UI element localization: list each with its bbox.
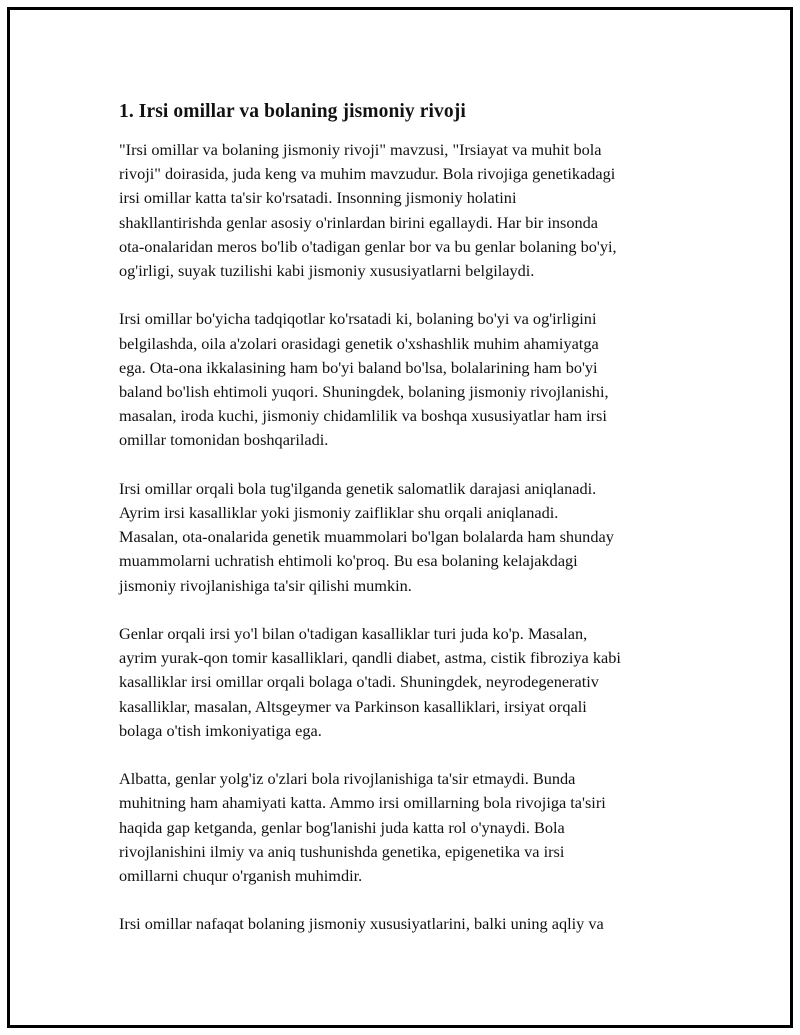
paragraph-2: Irsi omillar bo'yicha tadqiqotlar ko'rsatadi ki, bolaning bo'yi va og'irligini belgilashda, oila a'zolari orasidagi genetik o'xshashlik muhim ahamiyatga ega. Ota-ona ikkalasining ham bo'yi baland bo'lsa, bolalarining ham bo'yi baland bo'lish ehtimoli yuqori. Shuningdek, bolaning jismoniy rivojlanishi, masalan, iroda kuchi, jismoniy chidamlilik va boshqa xususiyatlar ham irsi omillar tomonidan boshqariladi. bbox=[119, 309, 609, 450]
paragraph-1: "Irsi omillar va bolaning jismoniy rivoji" mavzusi, "Irsiayat va muhit bola rivoji" doirasida, juda keng va muhim mavzudur. Bola rivojiga genetikadagi irsi omillar katta ta'sir ko'rsatadi. Insonning jismoniy holatini shakllantirishda genlar asosiy o'rinlardan birini egallaydi. Har bir insonda ota-onalaridan meros bo'lib o'tadigan genlar bor va bu genlar bolaning bo'yi, og'irligi, suyak tuzilishi kabi jismoniy xususiyatlarni belgilaydi. bbox=[119, 140, 617, 281]
page-frame bbox=[7, 7, 793, 1028]
paragraph-3: Irsi omillar orqali bola tug'ilganda genetik salomatlik darajasi aniqlanadi. Ayrim irsi kasalliklar yoki jismoniy zaifliklar shu orqali aniqlanadi. Masalan, ota-onalarida genetik muammolari bo'lgan bolalarda ham shunday muammolarni uchratish ehtimoli ko'proq. Bu esa bolaning kelajakdagi jismoniy rivojlanishiga ta'sir qilishi mumkin. bbox=[119, 478, 614, 595]
paragraph-6: Irsi omillar nafaqat bolaning jismoniy xususiyatlarini, balki uning aqliy va bbox=[119, 914, 604, 934]
section-heading: 1. Irsi omillar va bolaning jismoniy rivoji bbox=[119, 101, 466, 122]
document-body bbox=[119, 98, 699, 961]
paragraph-5: Albatta, genlar yolg'iz o'zlari bola rivojlanishiga ta'sir etmaydi. Bunda muhitning ham ahamiyati katta. Ammo irsi omillarning bola rivojiga ta'siri haqida gap ketganda, genlar bog'lanishi juda katta rol o'ynaydi. Bola rivojlanishini ilmiy va aniq tushunishda genetika, epigenetika va irsi omillarni chuqur o'rganish muhimdir. bbox=[119, 769, 606, 886]
paragraph-4: Genlar orqali irsi yo'l bilan o'tadigan kasalliklar turi juda ko'p. Masalan, ayrim yurak-qon tomir kasalliklari, qandli diabet, astma, cistik fibroziya kabi kasalliklar irsi omillar orqali bolaga o'tadi. Shuningdek, neyrodegenerativ kasalliklar, masalan, Altsgeymer va Parkinson kasalliklari, irsiyat orqali bolaga o'tish imkoniyatiga ega. bbox=[119, 624, 621, 740]
